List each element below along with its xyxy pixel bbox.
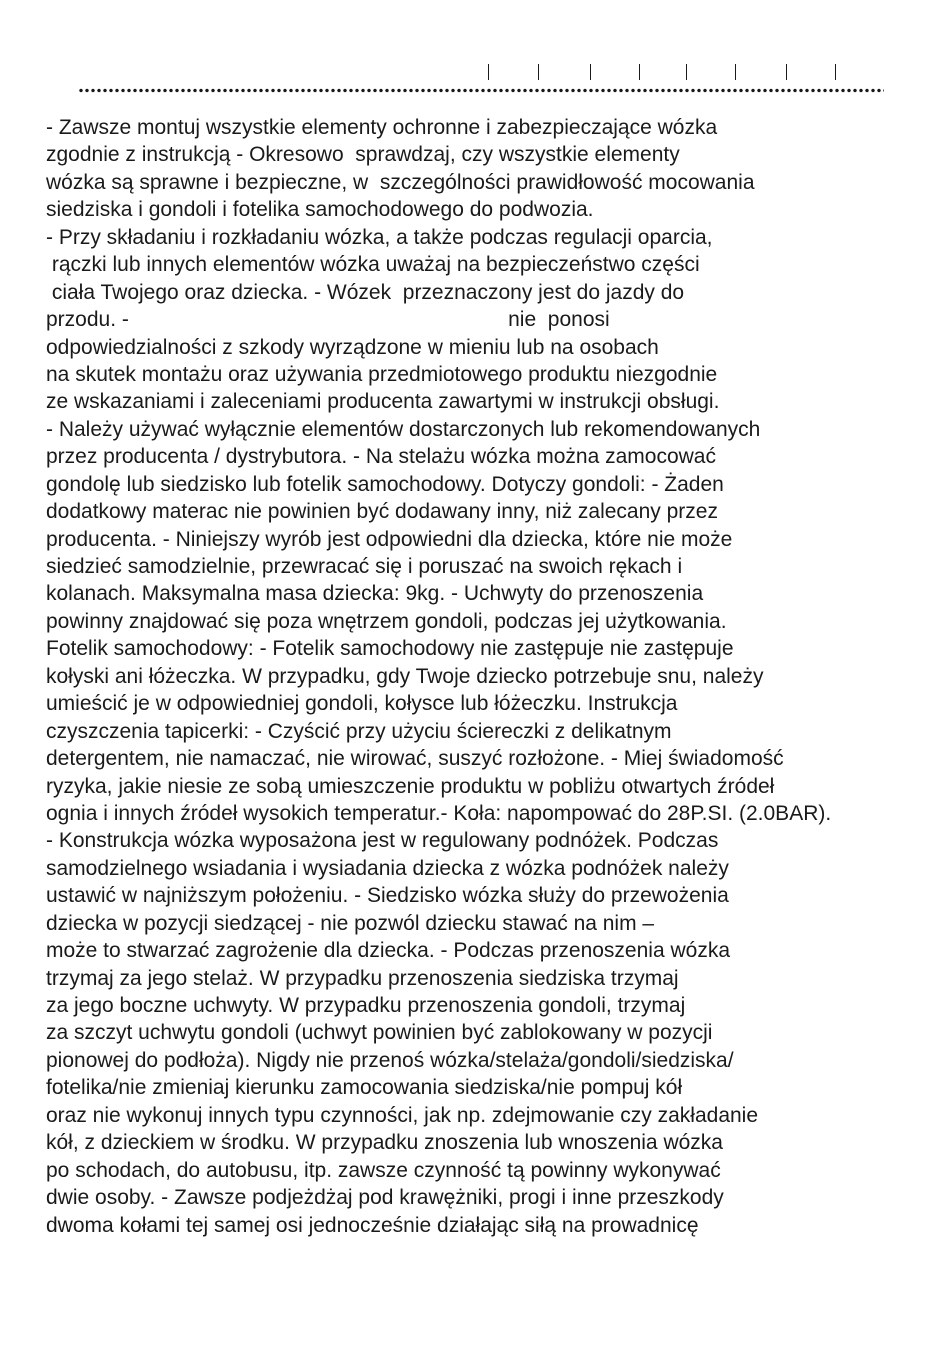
text-line: - Zawsze montuj wszystkie elementy ochronne i zabezpieczające wózka	[46, 116, 718, 139]
header-tick	[639, 64, 640, 80]
header-tick	[538, 64, 539, 80]
text-line: producenta. - Niniejszy wyrób jest odpowiedni dla dziecka, które nie może	[46, 527, 733, 551]
text-line: powinny znajdować się poza wnętrzem gondoli, podczas jej użytkowania.	[46, 609, 727, 633]
header-tick	[735, 64, 736, 80]
text-line: dodatkowy materac nie powinien być dodawany inny, niż zalecany przez	[46, 500, 718, 524]
header-tick	[686, 64, 687, 80]
text-line: - Przy składaniu i rozkładaniu wózka, a także podczas regulacji oparcia,	[46, 225, 713, 249]
safety-instructions-text	[46, 114, 946, 1239]
text-line: na skutek montażu oraz używania przedmiotowego produktu niezgodnie	[46, 362, 718, 386]
header-tick	[590, 64, 591, 80]
text-line: - Konstrukcja wózka wyposażona jest w regulowany podnóżek. Podczas	[46, 829, 719, 853]
header-tick	[786, 64, 787, 80]
text-line: czyszczenia tapicerki: - Czyścić przy użyciu ściereczki z delikatnym	[46, 719, 672, 743]
dotted-separator	[78, 88, 884, 93]
text-line: dziecka w pozycji siedzącej - nie pozwól dziecku stawać na nim –	[46, 911, 655, 935]
text-line: za szczyt uchwytu gondoli (uchwyt powinien być zablokowany w pozycji	[46, 1021, 713, 1045]
text-line: umieścić je w odpowiedniej gondoli, kołysce lub łóżeczku. Instrukcja	[46, 692, 678, 716]
text-line: siedzieć samodzielnie, przewracać się i poruszać na swoich rękach i	[46, 555, 683, 578]
text-line: ze wskazaniami i zaleceniami producenta zawartymi w instrukcji obsługi.	[46, 390, 720, 414]
text-line: - Należy używać wyłącznie elementów dostarczonych lub rekomendowanych	[46, 417, 761, 441]
text-line: wózka są sprawne i bezpieczne, w szczególności prawidłowość mocowania	[46, 170, 755, 194]
text-line: pionowej do podłoża). Nigdy nie przenoś wózka/stelaża/gondoli/siedziska/	[46, 1048, 734, 1072]
text-line: przez producenta / dystrybutora. - Na stelażu wózka można zamocować	[46, 445, 716, 469]
header-tick	[835, 64, 836, 80]
text-line: rączki lub innych elementów wózka uważaj na bezpieczeństwo części	[46, 253, 700, 277]
text-line: kolanach. Maksymalna masa dziecka: 9kg. - Uchwyty do przenoszenia	[46, 582, 704, 606]
text-line: może to stwarzać zagrożenie dla dziecka. - Podczas przenoszenia wózka	[46, 939, 730, 963]
header-tick	[488, 64, 489, 80]
text-line: siedziska i gondoli i fotelika samochodowego do podwozia.	[46, 198, 594, 222]
text-line: gondolę lub siedzisko lub fotelik samochodowy. Dotyczy gondoli: - Żaden	[46, 472, 724, 496]
text-line: Fotelik samochodowy: - Fotelik samochodowy nie zastępuje nie zastępuje	[46, 637, 734, 661]
text-line: ryzyka, jakie niesie ze sobą umieszczenie produktu w pobliżu otwartych źródeł	[46, 774, 775, 798]
text-line: kół, z dzieckiem w środku. W przypadku znoszenia lub wnoszenia wózka	[46, 1131, 723, 1155]
text-line: oraz nie wykonuj innych typu czynności, jak np. zdejmowanie czy zakładanie	[46, 1103, 759, 1127]
text-line: dwoma kołami tej samej osi jednocześnie działając siłą na prowadnicę	[46, 1213, 699, 1237]
text-line: ognia i innych źródeł wysokich temperatur.- Koła: napompować do 28P.SI. (2.0BAR).	[46, 801, 832, 825]
text-line: trzymaj za jego stelaż. W przypadku przenoszenia siedziska trzymaj	[46, 966, 679, 990]
text-line: za jego boczne uchwyty. W przypadku przenoszenia gondoli, trzymaj	[46, 994, 686, 1017]
text-line: dwie osoby. - Zawsze podjeżdżaj pod krawężniki, progi i inne przeszkody	[46, 1186, 724, 1210]
text-line: kołyski ani łóżeczka. W przypadku, gdy Twoje dziecko potrzebuje snu, należy	[46, 664, 764, 688]
text-line: samodzielnego wsiadania i wysiadania dziecka z wózka podnóżek należy	[46, 856, 729, 880]
text-line: ustawić w najniższym położeniu. - Siedzisko wózka służy do przewożenia	[46, 884, 729, 908]
text-line: detergentem, nie namaczać, nie wirować, suszyć rozłożone. - Miej świadomość	[46, 747, 784, 771]
text-line: zgodnie z instrukcją - Okresowo sprawdzaj, czy wszystkie elementy	[46, 143, 680, 167]
text-line: odpowiedzialności z szkody wyrządzone w mieniu lub na osobach	[46, 335, 659, 359]
text-line: po schodach, do autobusu, itp. zawsze czynność tą powinny wykonywać	[46, 1158, 721, 1182]
text-line: przodu. - nie ponosi	[46, 308, 610, 332]
text-line: ciała Twojego oraz dziecka. - Wózek przeznaczony jest do jazdy do	[46, 280, 685, 304]
text-line: fotelika/nie zmieniaj kierunku zamocowania siedziska/nie pompuj kół	[46, 1076, 683, 1100]
